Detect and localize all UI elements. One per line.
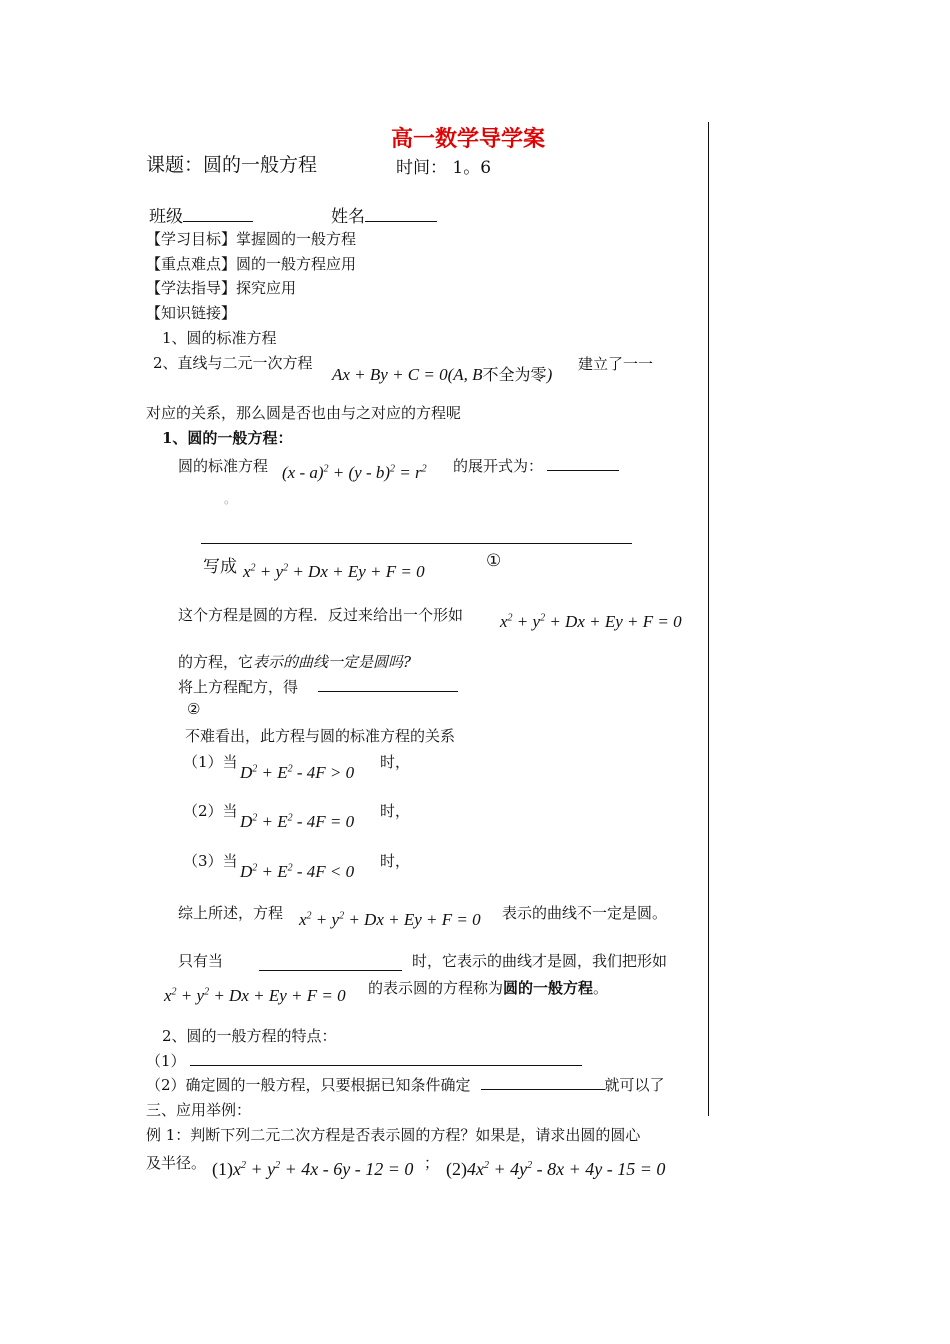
section-key: 【重点难点】圆的一般方程应用 [146,255,357,273]
case1-suffix: 时， [380,753,411,771]
part2-item1-label: （1） [146,1052,186,1070]
topic-label: 课题：圆的一般方程 [146,154,318,176]
name-field [331,202,437,227]
general-def [368,977,608,998]
std-expansion-blank[interactable] [547,456,619,471]
summary-prefix: 综上所述，方程 [178,904,284,922]
section-method: 【学法指导】探究应用 [146,279,297,297]
only-suffix: 时，它表示的曲线才是圆，我们把形如 [412,952,668,970]
question-italic: 表示的曲线一定是圆吗? [253,653,412,671]
write-as-label: 写成 [203,557,237,577]
case3-suffix: 时， [380,852,411,870]
example1-text: 例 1：判断下列二元二次方程是否表示圆的方程？如果是，请求出圆的圆心 [146,1126,641,1144]
question-prefix: 的方程，它 [178,653,254,671]
general-end: 。 [593,979,609,997]
only-prefix: 只有当 [178,952,224,970]
section-link: 【知识链接】 [146,304,237,322]
only-condition-blank[interactable] [259,970,402,971]
case2-suffix: 时， [380,802,411,820]
part2-item2 [146,1074,665,1095]
example1-cont: 及半径。 [146,1154,207,1172]
relation-text: 不难看出，此方程与圆的标准方程的关系 [185,727,456,745]
time-label: 时间： 1。6 [396,158,492,178]
example-eq-b: $(2)4x^2 + 4y^2 - 8x + 4y - 15 = 0$ [446,1159,666,1179]
link-item-2-formula: Ax + By + C = 0(A, B不全为零) [332,365,553,384]
part3-heading: 三、应用举例： [146,1101,252,1119]
class-blank[interactable] [183,207,253,222]
general-bold: 圆的一般方程 [503,979,594,997]
case2-formula: $D^2 + E^2 - 4F = 0$ [240,812,355,831]
example-eq-a: $(1)x^2 + y^2 + 4x - 6y - 12 = 0$ [212,1159,414,1179]
case2-label: （2）当 [183,802,238,820]
part2-item2-suffix: 就可以了 [604,1076,665,1094]
part1-heading: 1、圆的一般方程： [162,429,293,447]
class-field [149,202,253,227]
complete-square-line [178,676,458,697]
link-item-1: 1、圆的标准方程 [162,329,277,347]
case1-label: （1）当 [183,753,238,771]
general-formula: $x^2 + y^2 + Dx + Ey + F = 0$ [164,986,346,1005]
name-blank[interactable] [365,207,437,222]
complete-square-text: 将上方程配方，得 [178,678,299,696]
expansion-answer-line[interactable] [201,543,632,544]
link-item-2-prefix: 2、直线与二元一次方程 [153,354,313,372]
std-dot: 。 [224,492,237,506]
part2-item1 [146,1050,582,1071]
std-suffix-text: 的展开式为： [453,457,544,475]
link-item-2-cont: 对应的关系，那么圆是否也由与之对应的方程呢 [146,404,462,422]
complete-square-blank[interactable] [318,677,458,692]
converse-formula: $x^2 + y^2 + Dx + Ey + F = 0$ [500,612,682,631]
eq2-marker: ② [187,700,201,718]
std-suffix [453,455,619,476]
part2-item2-prefix: （2）确定圆的一般方程，只要根据已知条件确定 [146,1076,471,1094]
summary-suffix: 表示的曲线不一定是圆。 [502,904,668,922]
std-prefix: 圆的标准方程 [178,457,269,475]
std-formula: $(x - a)^2 + (y - b)^2 = r^2$ [282,463,427,482]
example-sep: ； [424,1154,440,1172]
case3-formula: $D^2 + E^2 - 4F < 0$ [240,862,355,881]
section-goal: 【学习目标】掌握圆的一般方程 [146,230,357,248]
name-label: 姓名 [331,207,365,227]
class-label: 班级 [149,207,183,227]
converse-text: 这个方程是圆的方程．反过来给出一个形如 [178,606,464,624]
link-item-2-suffix: 建立了一一 [578,355,654,373]
eq1-formula: $x^2 + y^2 + Dx + Ey + F = 0$ [243,562,425,581]
general-suffix: 的表示圆的方程称为 [368,979,504,997]
question-line [178,651,411,672]
part2-item2-blank[interactable] [481,1075,605,1090]
part2-heading: 2、圆的一般方程的特点： [162,1027,337,1045]
case1-formula: $D^2 + E^2 - 4F > 0$ [240,763,355,782]
part2-item1-blank[interactable] [190,1051,582,1066]
right-margin-rule [708,122,709,1116]
case3-label: （3）当 [183,852,238,870]
summary-formula: $x^2 + y^2 + Dx + Ey + F = 0$ [299,910,481,929]
eq1-marker: ① [486,551,502,571]
page-title: 高一数学导学案 [391,126,546,152]
